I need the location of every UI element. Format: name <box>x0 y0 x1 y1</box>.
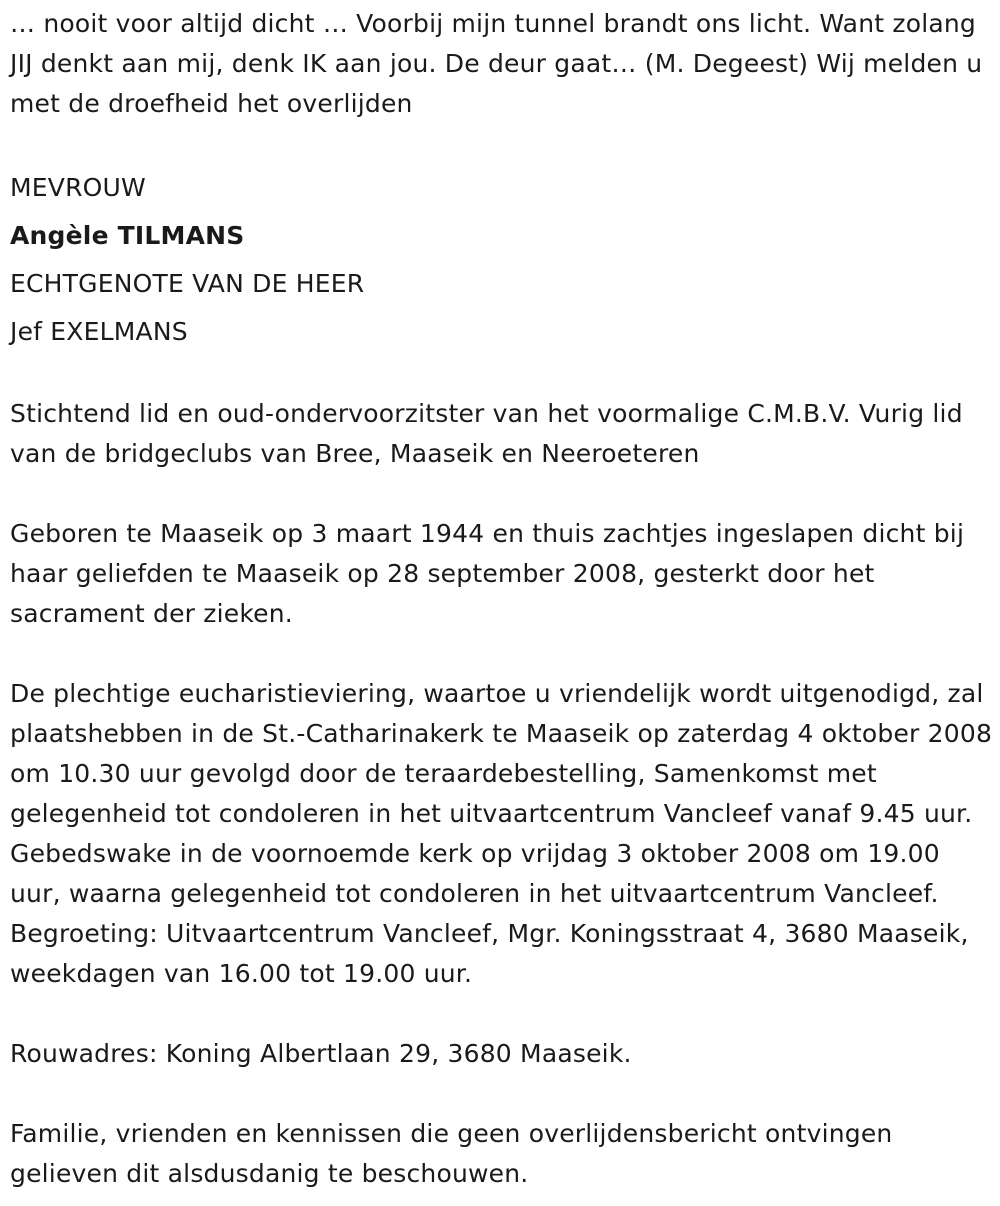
closing-paragraph: Familie, vrienden en kennissen die geen overlijdensbericht ontvingen gelieven dit alsdusdanig te beschouwen. <box>10 1119 893 1188</box>
ceremony-paragraph: De plechtige eucharistieviering, waartoe u vriendelijk wordt uitgenodigd, zal plaatshebben in de St.-Catharinakerk te Maaseik op zaterdag 4 oktober 2008 om 10.30 uur gevolgd door de teraardebestelling, Samenkomst met gelegenheid tot condoleren in het uitvaartcentrum Vancleef vanaf 9.45 uur. Gebedswake in de voornoemde kerk op vrijdag 3 oktober 2008 om 19.00 uur, waarna gelegenheid tot condoleren in het uitvaartcentrum Vancleef. Begroeting: Uitvaartcentrum Vancleef, Mgr. Koningsstraat 4, 3680 Maaseik, weekdagen van 16.00 tot 19.00 uur. <box>10 679 993 988</box>
relation-label: ECHTGENOTE VAN DE HEER <box>10 269 365 298</box>
spacer <box>10 994 995 1034</box>
intro-paragraph: … nooit voor altijd dicht … Voorbij mijn tunnel brandt ons licht. Want zolang JIJ denkt aan mij, denk IK aan jou. De deur gaat… (M. Degeest) Wij melden u met de droefheid het overlijden <box>10 9 983 118</box>
spacer <box>10 474 995 514</box>
deceased-name: Angèle TILMANS <box>10 221 245 250</box>
spacer <box>10 356 995 394</box>
title-prefix: MEVROUW <box>10 173 146 202</box>
spacer <box>10 1074 995 1114</box>
spacer <box>10 634 995 674</box>
membership-paragraph: Stichtend lid en oud-ondervoorzitster van het voormalige C.M.B.V. Vurig lid van de bridgeclubs van Bree, Maaseik en Neeroeteren <box>10 399 963 468</box>
address-paragraph: Rouwadres: Koning Albertlaan 29, 3680 Maaseik. <box>10 1039 632 1068</box>
spacer <box>10 124 995 164</box>
spouse-name: Jef EXELMANS <box>10 317 188 346</box>
birth-death-paragraph: Geboren te Maaseik op 3 maart 1944 en thuis zachtjes ingeslapen dicht bij haar geliefden te Maaseik op 28 september 2008, gesterkt door het sacrament der zieken. <box>10 519 965 628</box>
death-notice <box>10 4 995 1194</box>
